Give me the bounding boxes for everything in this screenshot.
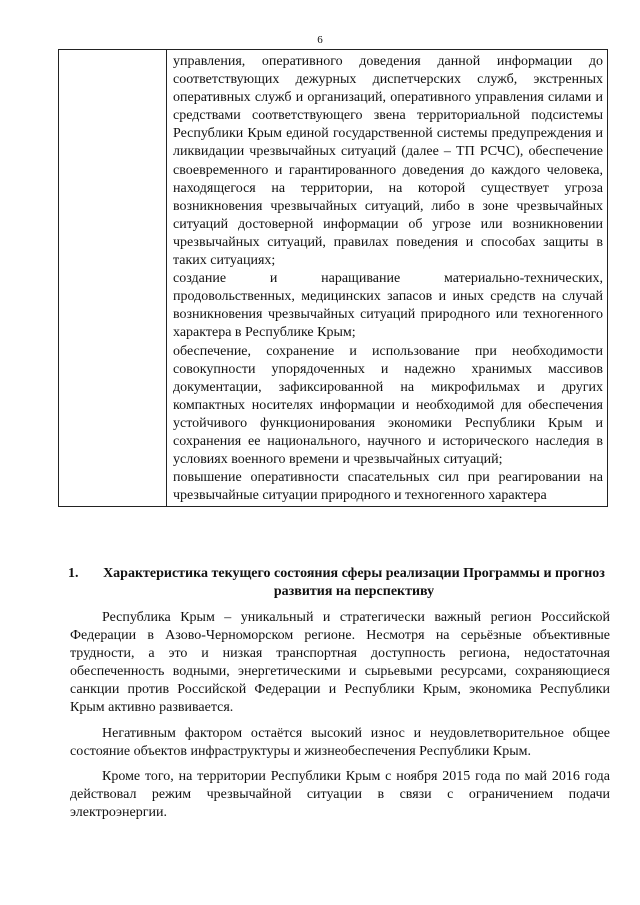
table-paragraph: управления, оперативного доведения данной информации до соответствующих дежурных диспетчерских служб, экстренных оперативных служб и организаций, оперативного управления силами и средствами соответствующего звена территориальной подсистемы Республики Крым единой государственной системы предупреждения и ликвидации чрезвычайных ситуаций (далее – ТП РСЧС), обеспечение своевременного и гарантированного доведения до каждого человека, находящегося на территории, на которой существует угроза возникновения чрезвычайных ситуаций, либо в зоне чрезвычайных ситуаций достоверной информации об угрозе или возникновении чрезвычайных ситуаций, правилах поведения и способах защиты в таких ситуациях; <box>173 54 603 269</box>
table-row <box>59 50 608 507</box>
section-number: 1. <box>68 566 79 581</box>
page-number: 6 <box>317 34 323 46</box>
section-heading <box>68 565 608 601</box>
table-paragraph: повышение оперативности спасательных сил при реагировании на чрезвычайные ситуации природного и техногенного характера <box>173 470 603 504</box>
table-paragraph: создание и наращивание материально-технических, продовольственных, медицинских запасов и иных средств на случай возникновения чрезвычайных ситуаций природного или техногенного характера в Республике Крым; <box>173 271 603 341</box>
body-text <box>70 609 610 829</box>
section-title: Характеристика текущего состояния сферы реализации Программы и прогноз развития на перспективу <box>103 566 605 599</box>
body-paragraph: Кроме того, на территории Республики Крым с ноября 2015 года по май 2016 года действовал режим чрезвычайной ситуации в связи с ограничением подачи электроэнергии. <box>70 768 610 820</box>
table-paragraph: обеспечение, сохранение и использование при необходимости совокупности упорядоченных и надежно хранимых массивов документации, зафиксированной на микрофильмах и других компактных носителях информации и необходимой для обеспечения устойчивого функционирования экономики Республики Крым и сохранения ее национального, научного и исторического наследия в условиях военного времени и чрезвычайных ситуаций; <box>173 343 603 468</box>
body-paragraph: Республика Крым – уникальный и стратегически важный регион Российской Федерации в Азово-Черноморском регионе. Несмотря на серьёзные объективные трудности, а это и низкая транспортная доступность региона, недостаточная обеспеченность водными, энергетическими и сырьевыми ресурсами, сохраняющиеся санкции против Российской Федерации и Республики Крым, экономика Республики Крым активно развивается. <box>70 610 610 716</box>
body-paragraph: Негативным фактором остаётся высокий износ и неудовлетворительное общее состояние объектов инфраструктуры и жизнеобеспечения Республики Крым. <box>70 725 610 759</box>
table-label-cell <box>59 50 167 507</box>
table-content-cell <box>167 50 608 507</box>
program-goals-table <box>58 49 608 507</box>
